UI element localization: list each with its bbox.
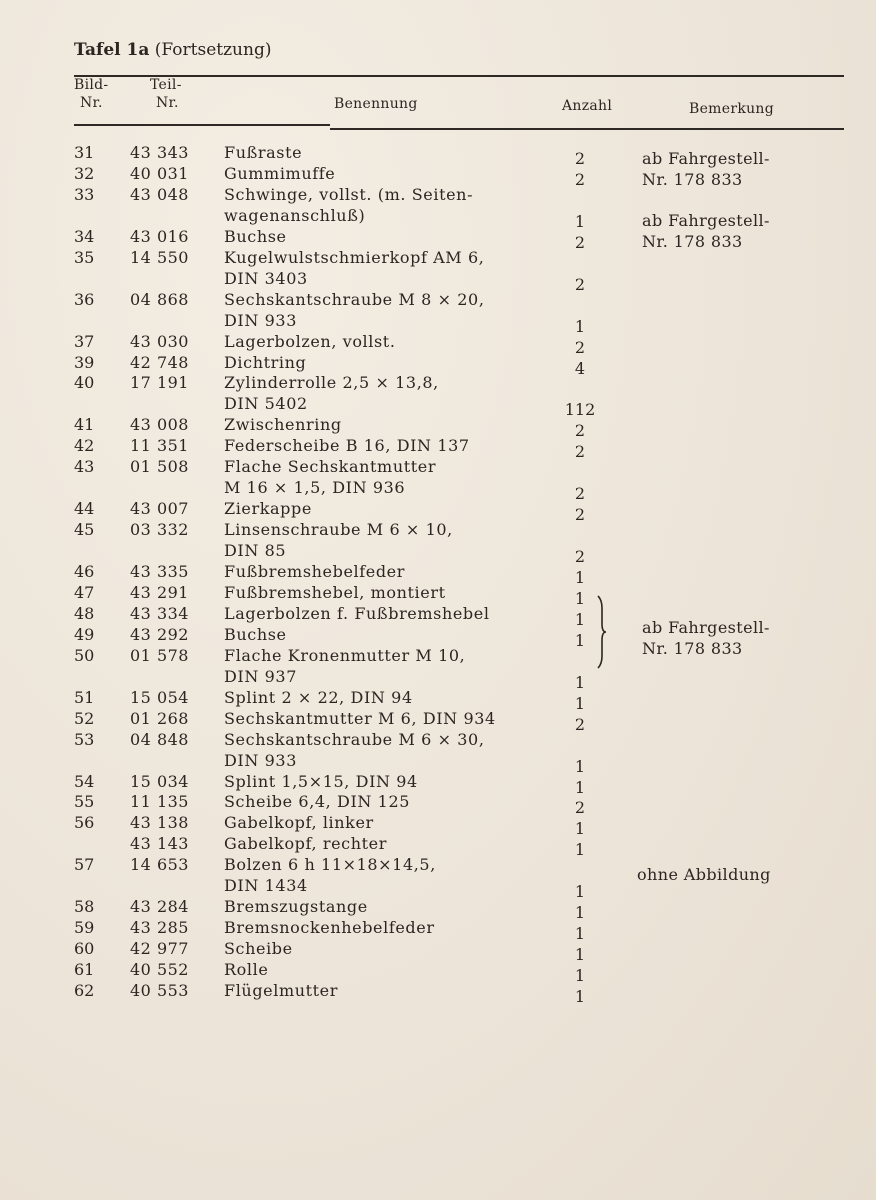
header-bild: Bild- Nr.	[74, 77, 109, 111]
cell-teil-nr: 01 578	[130, 645, 189, 665]
cell-anzahl: 1	[574, 211, 586, 231]
cell-teil-nr: 43 030	[130, 331, 189, 351]
cell-bild-nr: 56	[74, 813, 95, 833]
table-row	[0, 289, 876, 310]
cell-anzahl: 1	[574, 609, 586, 629]
cell-benennung: Fußraste	[224, 143, 303, 162]
cell-anzahl: 1	[574, 316, 586, 336]
cell-benennung: Zwischenring	[224, 415, 342, 435]
cell-anzahl: 1	[574, 882, 586, 902]
cell-teil-nr: 43 292	[130, 624, 189, 644]
table-row	[0, 729, 876, 750]
cell-bild-nr: 46	[74, 562, 95, 581]
cell-anzahl: 1	[574, 672, 586, 692]
header-bottom-rule	[330, 128, 844, 130]
cell-benennung: Fußbremshebelfeder	[224, 562, 405, 581]
table-row	[0, 414, 876, 441]
cell-benennung: Bolzen 6 h 11×18×14,5,	[224, 855, 436, 875]
cell-benennung: DIN 933	[224, 310, 297, 330]
header-benennung: Benennung	[334, 96, 418, 112]
cell-anzahl: 1	[574, 819, 586, 839]
cell-benennung: Gummimuffe	[224, 163, 336, 183]
cell-anzahl: 1	[574, 924, 586, 944]
table-row	[0, 980, 876, 1006]
cell-bild-nr: 55	[74, 792, 95, 812]
table-row	[0, 498, 876, 525]
cell-bild-nr: 37	[74, 331, 95, 351]
cell-benennung: Gabelkopf, rechter	[224, 834, 387, 854]
cell-benennung: Linsenschraube M 6 × 10,	[224, 520, 453, 540]
cell-benennung: DIN 85	[224, 541, 287, 561]
cell-teil-nr: 40 031	[130, 163, 189, 183]
cell-benennung: Splint 2 × 22, DIN 94	[224, 687, 413, 707]
cell-benennung: Flügelmutter	[224, 981, 339, 1000]
table-row	[0, 917, 876, 944]
cell-anzahl: 2	[574, 232, 586, 252]
cell-benennung: Buchse	[224, 624, 287, 644]
cell-bild-nr: 41	[74, 415, 95, 435]
table-row	[0, 687, 876, 713]
cell-benennung: Bremszugstange	[224, 897, 368, 917]
cell-anzahl: 1	[574, 568, 586, 587]
cell-teil-nr: 43 291	[130, 582, 189, 602]
cell-teil-nr: 14 653	[130, 855, 189, 875]
cell-anzahl: 1	[574, 630, 586, 650]
cell-benennung: Bremsnockenhebelfeder	[224, 918, 435, 938]
cell-teil-nr: 04 868	[130, 289, 189, 309]
cell-teil-nr: 43 343	[130, 143, 189, 162]
cell-teil-nr: 43 284	[130, 897, 189, 917]
table-row	[0, 519, 876, 540]
cell-teil-nr: 01 268	[130, 708, 189, 728]
cell-anzahl: 1	[574, 588, 586, 608]
cell-anzahl: 2	[574, 714, 586, 734]
table-row	[0, 750, 876, 776]
cell-benennung: Lagerbolzen, vollst.	[224, 331, 396, 351]
cell-bild-nr: 44	[74, 499, 95, 519]
cell-teil-nr: 40 553	[130, 981, 189, 1000]
cell-benennung: DIN 3403	[224, 268, 308, 288]
cell-teil-nr: 11 351	[130, 436, 189, 456]
cell-bild-nr: 57	[74, 855, 95, 875]
table-row	[0, 938, 876, 965]
cell-teil-nr: 43 008	[130, 415, 189, 435]
cell-anzahl: 4	[574, 358, 586, 378]
cell-anzahl: 1	[574, 777, 586, 797]
table-row	[0, 959, 876, 986]
cell-teil-nr: 17 191	[130, 373, 189, 393]
cell-anzahl: 2	[574, 442, 586, 462]
cell-bild-nr: 47	[74, 582, 95, 602]
cell-benennung: Rolle	[224, 960, 269, 980]
cell-benennung: DIN 937	[224, 666, 297, 686]
cell-benennung: Buchse	[224, 226, 287, 246]
cell-bild-nr: 62	[74, 981, 95, 1000]
cell-benennung: Schwinge, vollst. (m. Seiten-	[224, 184, 474, 204]
cell-benennung: Flache Kronenmutter M 10,	[224, 645, 466, 665]
cell-bild-nr: 39	[74, 352, 95, 372]
mid-rule	[74, 124, 330, 126]
cell-bild-nr: 43	[74, 457, 95, 477]
table-row	[0, 812, 876, 839]
cell-bild-nr: 48	[74, 603, 95, 623]
table-row	[0, 456, 876, 477]
remark-1: ab Fahrgestell- Nr. 178 833	[642, 149, 770, 189]
cell-anzahl: 1	[574, 966, 586, 986]
cell-teil-nr: 43 335	[130, 562, 189, 581]
cell-benennung: Scheibe 6,4, DIN 125	[224, 792, 410, 812]
table-row	[0, 310, 876, 336]
cell-anzahl: 1	[574, 903, 586, 923]
remark-2: ab Fahrgestell- Nr. 178 833	[642, 211, 770, 251]
cell-bild-nr: 49	[74, 624, 95, 644]
cell-bild-nr: 45	[74, 520, 95, 540]
cell-anzahl: 2	[574, 798, 586, 818]
cell-bild-nr: 60	[74, 939, 95, 959]
cell-bild-nr: 52	[74, 708, 95, 728]
cell-benennung: Gabelkopf, linker	[224, 813, 374, 833]
cell-teil-nr: 43 138	[130, 813, 189, 833]
grouping-brace	[596, 594, 606, 670]
cell-anzahl: 1	[574, 693, 586, 713]
cell-teil-nr: 43 048	[130, 184, 189, 204]
cell-bild-nr: 51	[74, 687, 95, 707]
cell-bild-nr: 42	[74, 436, 95, 456]
cell-benennung: Federscheibe B 16, DIN 137	[224, 436, 470, 456]
cell-benennung: M 16 × 1,5, DIN 936	[224, 478, 406, 498]
cell-benennung: Sechskantmutter M 6, DIN 934	[224, 708, 496, 728]
remark-3: ab Fahrgestell- Nr. 178 833	[642, 618, 770, 658]
cell-benennung: Kugelwulstschmierkopf AM 6,	[224, 247, 485, 267]
cell-anzahl: 2	[574, 547, 586, 567]
cell-benennung: DIN 1434	[224, 876, 308, 896]
page-title: Tafel 1a (Fortsetzung)	[74, 40, 272, 60]
cell-teil-nr: 42 748	[130, 352, 189, 372]
table-row	[0, 771, 876, 797]
cell-teil-nr: 43 007	[130, 499, 189, 519]
table-row	[0, 896, 876, 923]
remark-4: ohne Abbildung	[637, 865, 771, 884]
cell-teil-nr: 43 143	[130, 834, 189, 854]
cell-benennung: Scheibe	[224, 939, 293, 959]
cell-anzahl: 2	[574, 484, 586, 504]
table-row	[0, 352, 876, 378]
cell-benennung: wagenanschluß)	[224, 205, 366, 225]
table-row	[0, 372, 876, 393]
cell-benennung: Sechskantschraube M 6 × 30,	[224, 729, 485, 749]
cell-benennung: DIN 933	[224, 750, 297, 770]
cell-teil-nr: 43 285	[130, 918, 189, 938]
cell-teil-nr: 42 977	[130, 939, 189, 959]
cell-anzahl: 2	[574, 505, 586, 525]
cell-benennung: DIN 5402	[224, 394, 308, 414]
table-row	[0, 393, 876, 420]
cell-bild-nr: 36	[74, 289, 95, 309]
cell-benennung: Dichtring	[224, 352, 307, 372]
table-row	[0, 666, 876, 692]
cell-teil-nr: 01 508	[130, 457, 189, 477]
cell-benennung: Zylinderrolle 2,5 × 13,8,	[224, 373, 439, 393]
cell-bild-nr: 34	[74, 226, 95, 246]
table-row	[0, 833, 876, 860]
cell-bild-nr: 40	[74, 373, 95, 393]
cell-teil-nr: 40 552	[130, 960, 189, 980]
table-row	[0, 561, 876, 587]
cell-bild-nr: 35	[74, 247, 95, 267]
cell-teil-nr: 14 550	[130, 247, 189, 267]
cell-bild-nr: 61	[74, 960, 95, 980]
cell-bild-nr: 32	[74, 163, 95, 183]
cell-teil-nr: 15 034	[130, 771, 189, 791]
top-rule	[74, 75, 844, 77]
cell-teil-nr: 43 334	[130, 603, 189, 623]
cell-benennung: Zierkappe	[224, 499, 312, 519]
cell-anzahl: 2	[574, 274, 586, 294]
cell-bild-nr: 31	[74, 143, 95, 162]
cell-bild-nr: 33	[74, 184, 95, 204]
table-row	[0, 791, 876, 818]
table-row	[0, 582, 876, 608]
cell-teil-nr: 04 848	[130, 729, 189, 749]
cell-anzahl: 1	[574, 840, 586, 860]
cell-anzahl: 112	[564, 400, 596, 420]
cell-anzahl: 2	[574, 169, 586, 189]
table-row	[0, 268, 876, 294]
cell-anzahl: 2	[574, 421, 586, 441]
cell-anzahl: 2	[574, 337, 586, 357]
cell-bild-nr: 59	[74, 918, 95, 938]
cell-benennung: Lagerbolzen f. Fußbremshebel	[224, 603, 490, 623]
table-row	[0, 435, 876, 462]
cell-teil-nr: 15 054	[130, 687, 189, 707]
cell-anzahl: 1	[574, 987, 586, 1006]
cell-teil-nr: 03 332	[130, 520, 189, 540]
cell-benennung: Flache Sechskantmutter	[224, 457, 437, 477]
cell-bild-nr: 58	[74, 897, 95, 917]
cell-bild-nr: 54	[74, 771, 95, 791]
table-row	[0, 331, 876, 357]
cell-benennung: Fußbremshebel, montiert	[224, 582, 446, 602]
cell-benennung: Sechskantschraube M 8 × 20,	[224, 289, 485, 309]
cell-anzahl: 1	[574, 945, 586, 965]
header-bemerkung: Bemerkung	[689, 101, 775, 117]
header-teil: Teil- Nr.	[150, 77, 182, 111]
cell-benennung: Splint 1,5×15, DIN 94	[224, 771, 418, 791]
table-row	[0, 477, 876, 504]
cell-teil-nr: 43 016	[130, 226, 189, 246]
cell-teil-nr: 11 135	[130, 792, 189, 812]
table-row	[0, 708, 876, 734]
cell-bild-nr: 50	[74, 645, 95, 665]
cell-anzahl: 1	[574, 756, 586, 776]
cell-anzahl: 2	[574, 149, 586, 168]
table-row	[0, 540, 876, 567]
cell-bild-nr: 53	[74, 729, 95, 749]
header-anzahl: Anzahl	[562, 98, 613, 114]
